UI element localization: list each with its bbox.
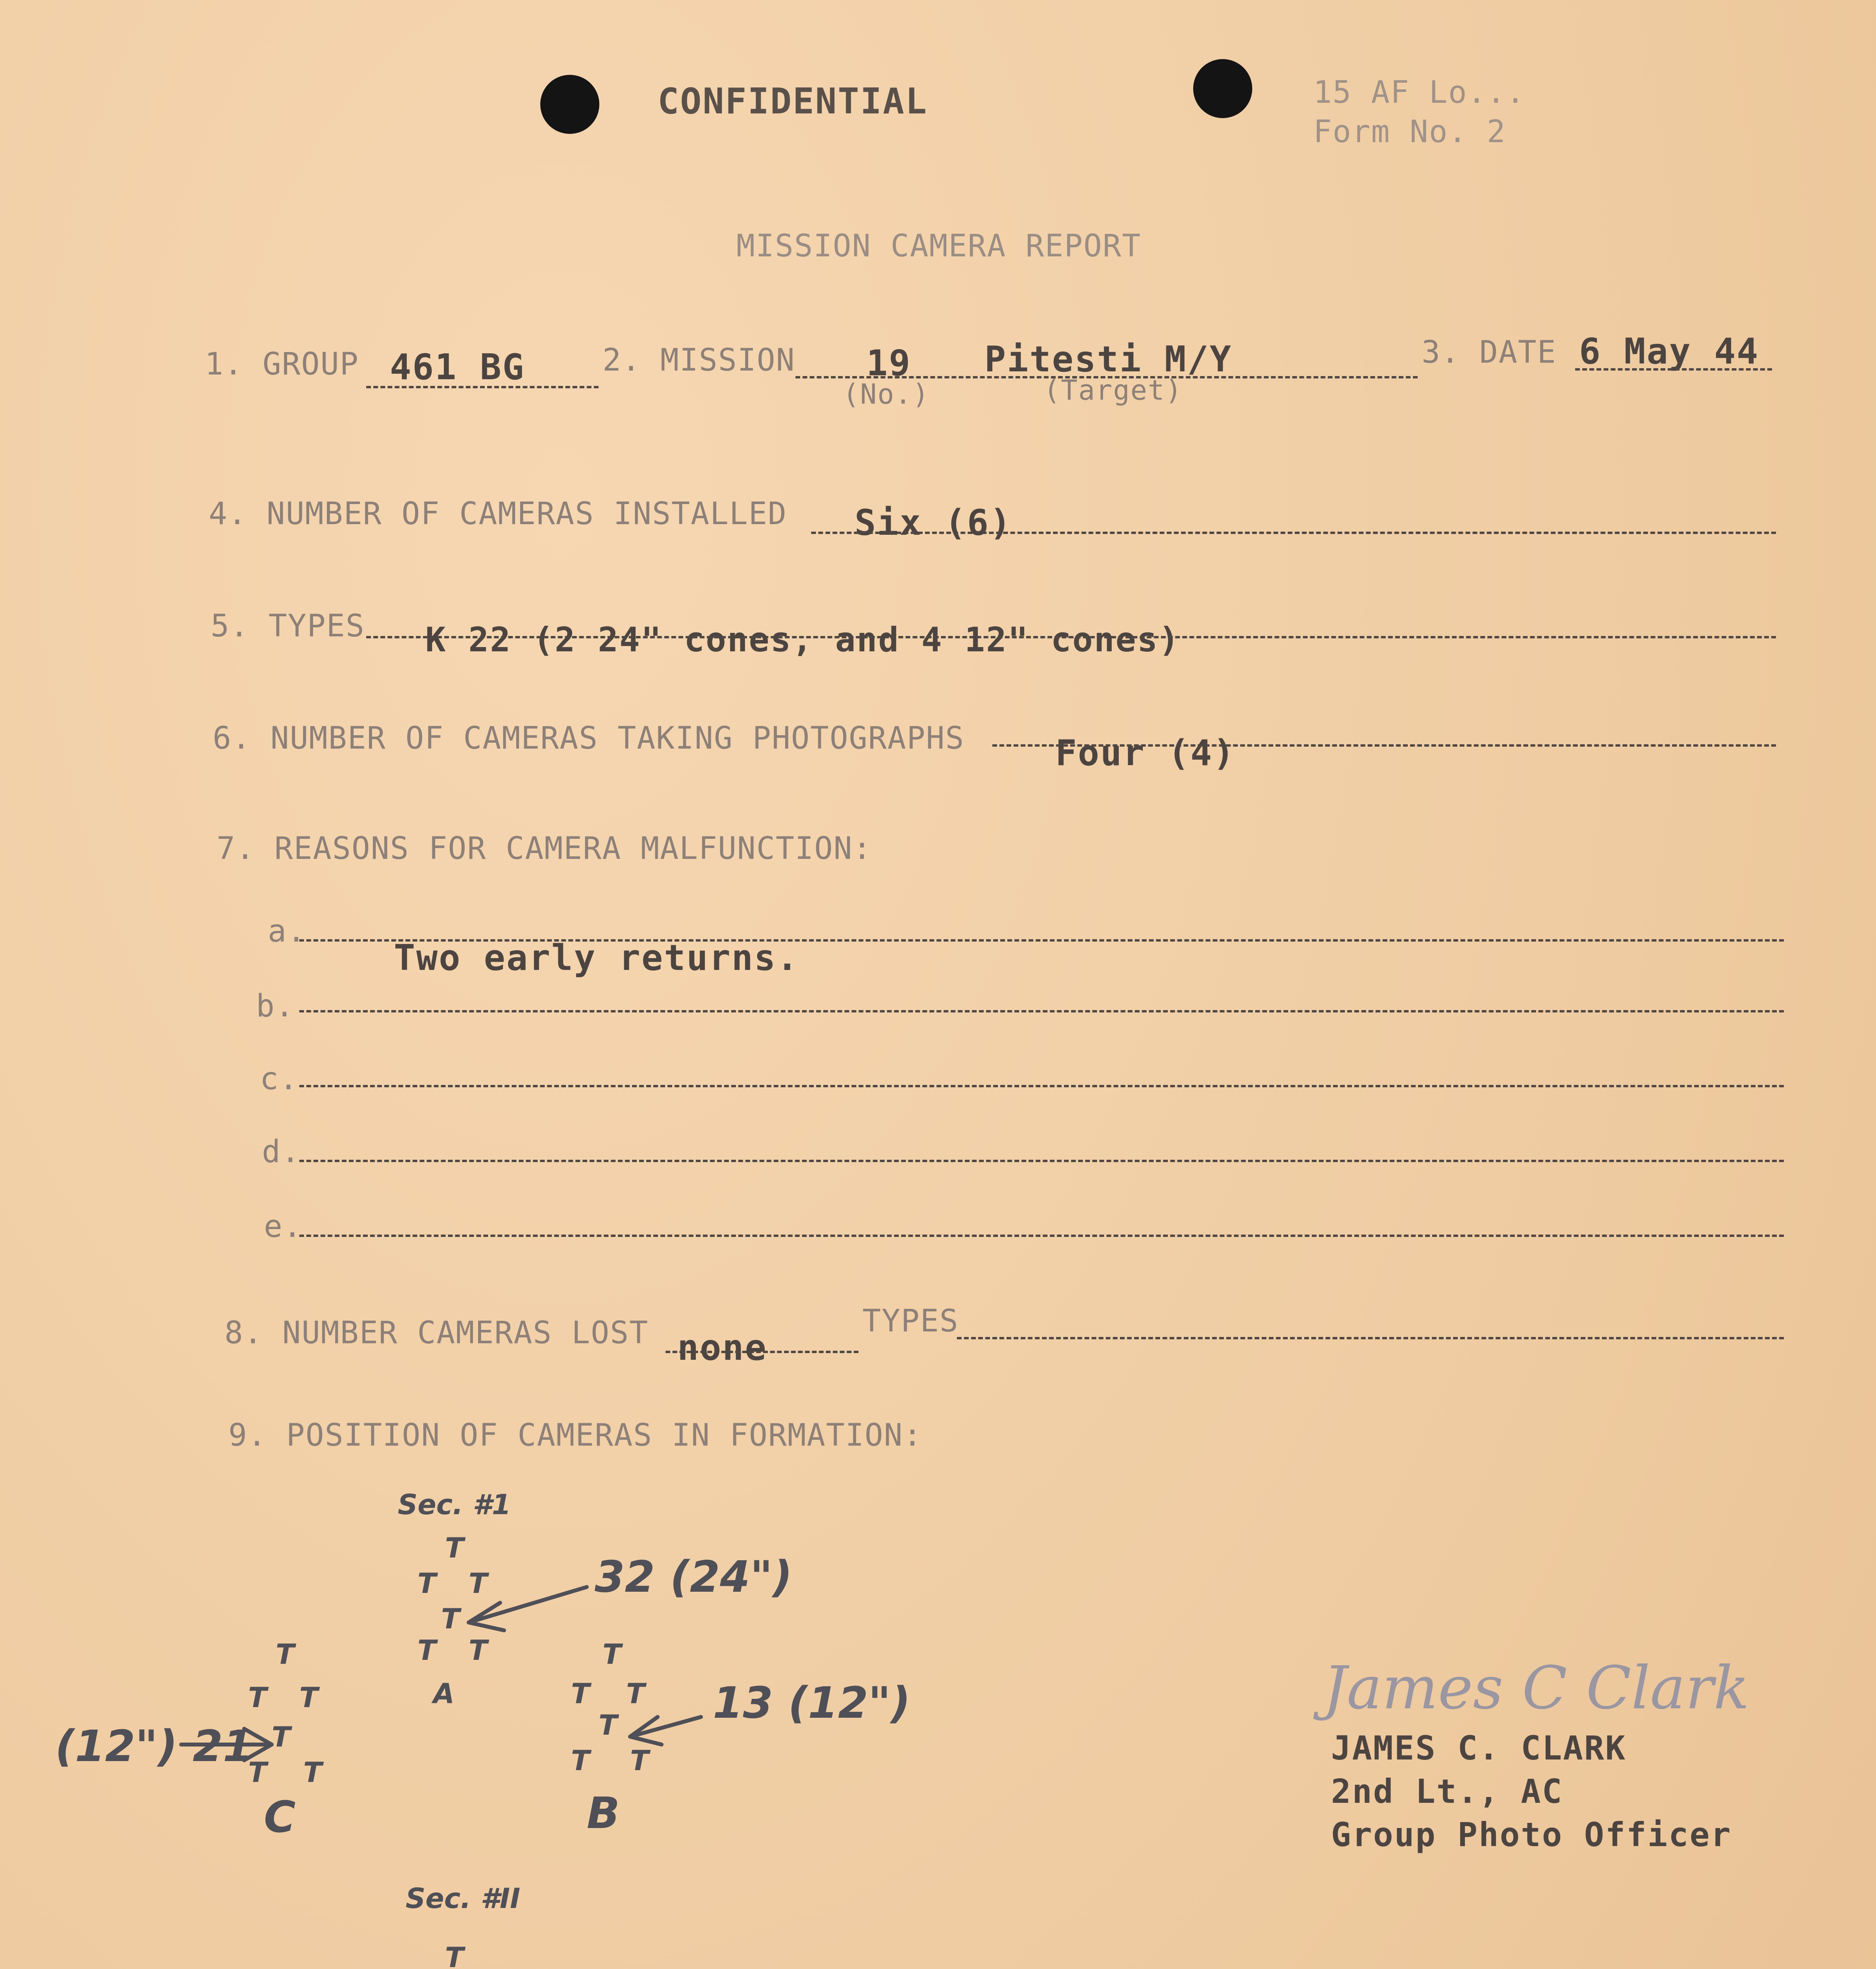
plane-marker: T xyxy=(272,1721,291,1753)
item6-label: 6. NUMBER OF CAMERAS TAKING PHOTOGRAPHS xyxy=(213,721,965,756)
mission-number: 19 xyxy=(866,343,912,384)
officer-name: JAMES C. CLARK xyxy=(1331,1729,1627,1767)
date-value: 6 May 44 xyxy=(1579,331,1759,372)
mission-number-caption: (No.) xyxy=(843,378,930,410)
item4-value: Six (6) xyxy=(855,502,1012,543)
plane-marker: T xyxy=(630,1745,649,1777)
group-label: 1. GROUP xyxy=(205,347,359,382)
mission-label: 2. MISSION xyxy=(602,343,795,378)
plane-marker: T xyxy=(602,1638,621,1670)
section1-note-a: 32 (24") xyxy=(595,1552,793,1602)
item8-value: none xyxy=(677,1327,767,1368)
date-label: 3. DATE xyxy=(1422,335,1557,370)
plane-marker: T xyxy=(445,1532,464,1564)
mission-target: Pitesti M/Y xyxy=(984,339,1233,380)
section1-title: Sec. #1 xyxy=(398,1489,511,1521)
plane-marker: T xyxy=(248,1682,267,1714)
section1-note-b: 13 (12") xyxy=(713,1678,911,1728)
officer-rank: 2nd Lt., AC xyxy=(1331,1772,1563,1811)
item7-line-d-letter: d. xyxy=(262,1134,300,1170)
item5-value: K 22 (2 24" cones, and 4 12" cones) xyxy=(425,620,1181,660)
item6-value: Four (4) xyxy=(1055,732,1236,774)
group-value: 461 BG xyxy=(390,347,525,388)
plane-marker: T xyxy=(571,1678,590,1710)
arrow-section1-b xyxy=(630,1717,701,1745)
item7-label: 7. REASONS FOR CAMERA MALFUNCTION: xyxy=(217,831,872,866)
form-reference-line2: Form No. 2 xyxy=(1313,114,1506,150)
element-label-a: A xyxy=(433,1678,455,1710)
item7-line-c-letter: c. xyxy=(260,1061,298,1097)
plane-marker: T xyxy=(303,1756,322,1789)
form-title: MISSION CAMERA REPORT xyxy=(736,228,1142,264)
element-label-b: B xyxy=(587,1788,620,1838)
arrow-section1-c xyxy=(181,1729,272,1760)
plane-marker: T xyxy=(441,1603,460,1635)
target-caption: (Target) xyxy=(1044,374,1183,406)
section1-note-c: (12") 21 xyxy=(55,1721,253,1771)
item7-line-b-letter: b. xyxy=(256,988,295,1024)
plane-marker: T xyxy=(417,1634,436,1667)
plane-marker: T xyxy=(276,1638,295,1670)
arrow-section1-a xyxy=(469,1587,587,1630)
item5-label: 5. TYPES xyxy=(211,608,365,644)
plane-marker: T xyxy=(445,1941,464,1969)
plane-marker: T xyxy=(299,1682,318,1714)
plane-marker: T xyxy=(599,1709,617,1741)
officer-title: Group Photo Officer xyxy=(1331,1815,1732,1854)
section2-title: Sec. #II xyxy=(406,1882,521,1915)
plane-marker: T xyxy=(571,1745,590,1777)
item9-label: 9. POSITION OF CAMERAS IN FORMATION: xyxy=(228,1418,923,1453)
plane-marker: T xyxy=(417,1567,436,1600)
plane-marker: T xyxy=(626,1678,645,1710)
item7-line-a-letter: a. xyxy=(268,914,306,949)
item7-line-a-text: Two early returns. xyxy=(394,937,799,979)
plane-marker: T xyxy=(469,1567,488,1600)
plane-marker: T xyxy=(248,1756,267,1789)
classification-top: CONFIDENTIAL xyxy=(658,81,928,122)
plane-marker: T xyxy=(469,1634,488,1667)
signature: James C Clark xyxy=(1323,1654,1750,1722)
form-reference-line1: 15 AF Lo... xyxy=(1313,75,1526,110)
item4-label: 4. NUMBER OF CAMERAS INSTALLED xyxy=(209,496,787,532)
item8-types-label: TYPES xyxy=(862,1303,959,1339)
item8-label: 8. NUMBER CAMERAS LOST xyxy=(224,1315,649,1351)
item7-line-e-letter: e. xyxy=(264,1209,302,1244)
element-label-c: C xyxy=(264,1792,296,1842)
